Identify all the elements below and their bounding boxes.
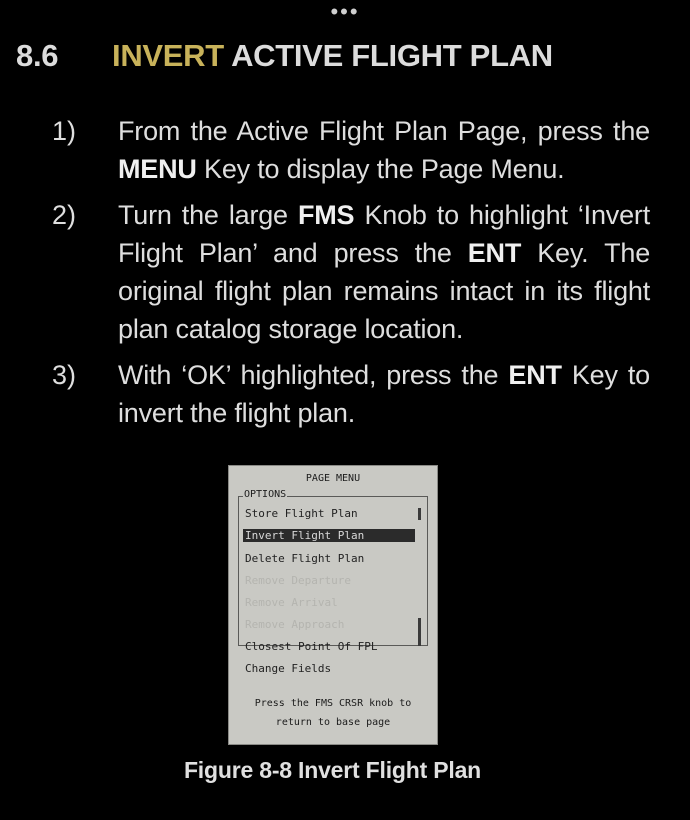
page-menu-figure (228, 465, 438, 745)
step-text-segment: From the Active Flight Plan Page, press the (118, 116, 650, 146)
step-number: 2) (52, 200, 77, 230)
step-item (0, 112, 690, 188)
step-text-segment: Key to invert the flight plan. (118, 360, 650, 428)
options-label: OPTIONS (244, 489, 287, 500)
section-number: 8.6 (16, 38, 59, 73)
step-key-name: ENT (508, 360, 562, 390)
step-key-name: FMS (297, 200, 355, 230)
figure-caption: Figure 8-8 Invert Flight Plan (183, 757, 482, 783)
procedure-steps (0, 112, 690, 440)
menu-item[interactable]: Store Flight Plan (245, 507, 358, 520)
menu-item[interactable]: Delete Flight Plan (245, 552, 365, 565)
step-item (0, 196, 690, 348)
scrollbar-top (418, 508, 421, 520)
section-heading (16, 38, 553, 74)
step-key-name: MENU (118, 154, 197, 184)
step-text-segment: Key to display the Page Menu. (196, 154, 565, 184)
step-text (118, 112, 650, 188)
step-number: 1) (52, 116, 77, 146)
step-text (118, 356, 650, 432)
menu-item[interactable]: Remove Approach (245, 618, 345, 631)
step-text-segment: Knob to highlight ‘Invert Flight Plan’ and press the (118, 200, 651, 268)
more-options-icon[interactable]: ••• (330, 0, 360, 24)
step-text-segment: Key. The original flight plan remains intact in its flight plan catalog storage location. (118, 238, 651, 344)
step-number: 3) (52, 360, 77, 390)
hint-line-2: return to base page (275, 717, 391, 728)
section-title-highlight: INVERT (112, 38, 224, 73)
menu-item[interactable]: Closest Point Of FPL (245, 640, 378, 653)
menu-item[interactable]: Remove Arrival (245, 596, 338, 609)
menu-item-selected[interactable]: Invert Flight Plan (243, 529, 415, 542)
section-title-rest: ACTIVE FLIGHT PLAN (231, 38, 553, 73)
page-menu-hint (229, 694, 437, 732)
step-text-segment: With ‘OK’ highlighted, press the (118, 360, 509, 390)
step-item (0, 356, 690, 432)
menu-item[interactable]: Remove Departure (245, 574, 351, 587)
step-text-segment: Turn the large (118, 200, 298, 230)
scrollbar-bottom (418, 618, 421, 646)
menu-item[interactable]: Change Fields (245, 662, 332, 675)
hint-line-1: Press the FMS CRSR knob to (254, 698, 412, 709)
step-key-name: ENT (467, 238, 522, 268)
page-menu-title: PAGE MENU (305, 473, 361, 484)
step-text (118, 196, 650, 348)
